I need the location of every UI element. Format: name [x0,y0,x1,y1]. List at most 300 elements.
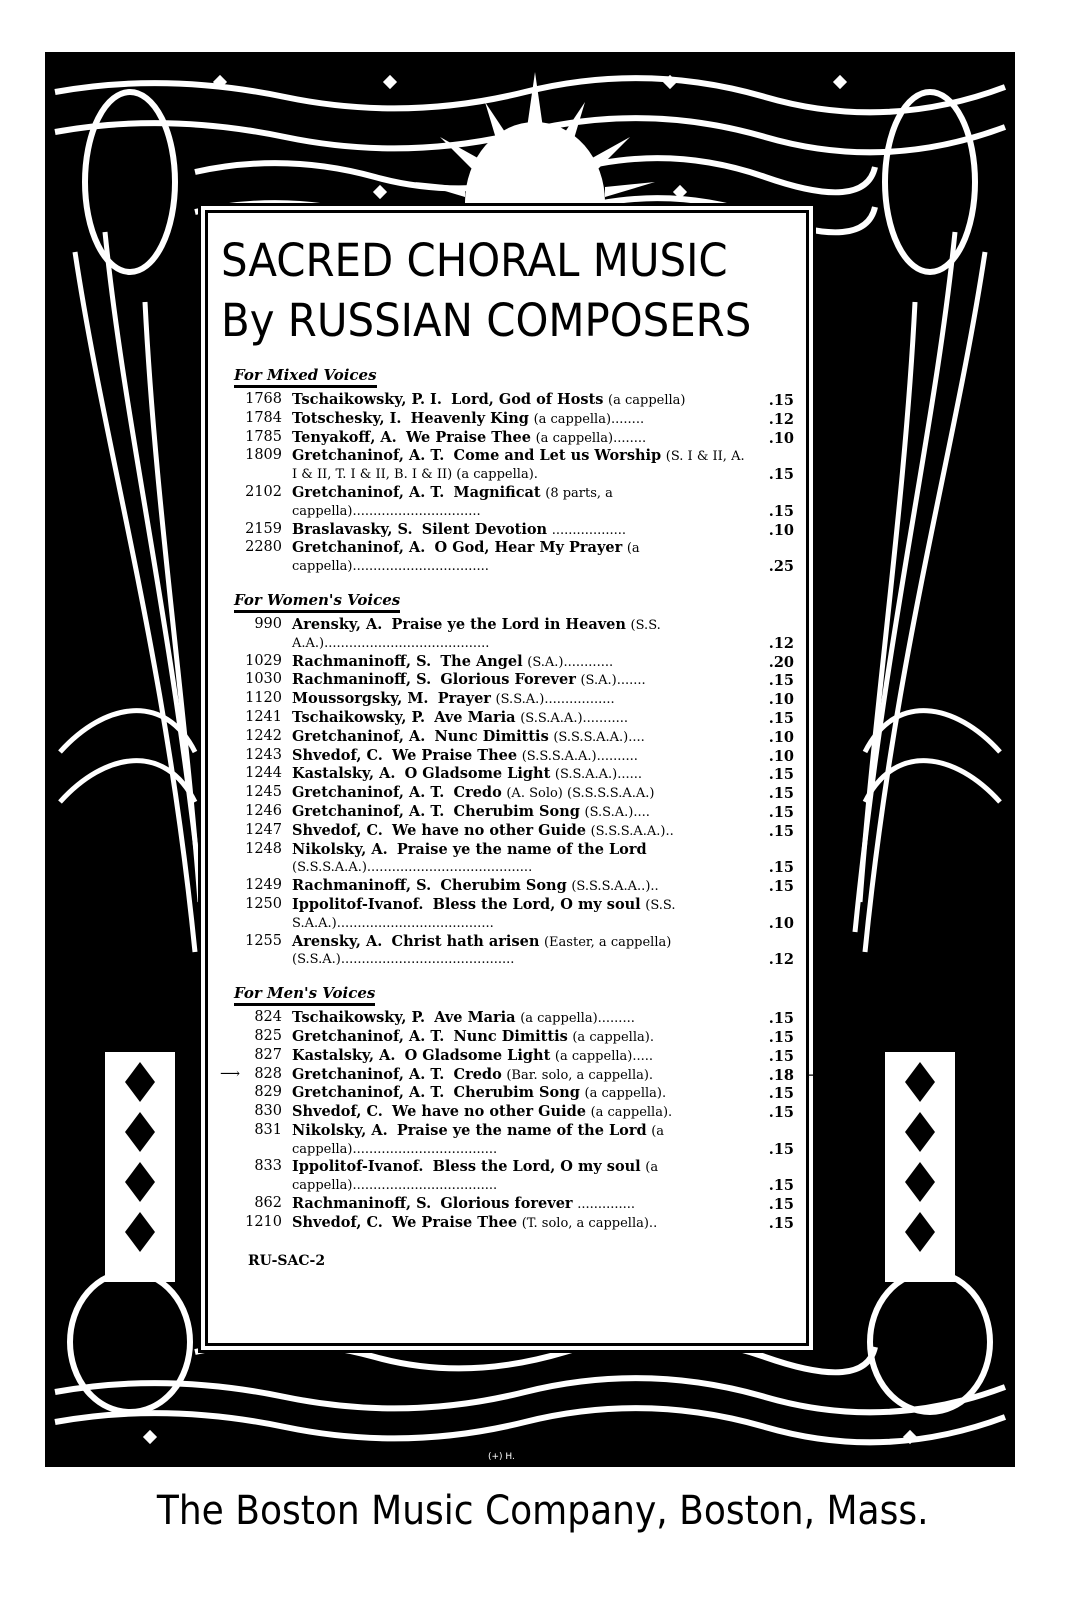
catalog-entry [234,1214,794,1233]
catalog-entry [234,653,794,672]
catalog-entry [234,933,794,970]
catalog-number-text: 830 [254,1103,282,1120]
composer-name: Arensky, A. [292,932,383,950]
price-text: .15 [768,1214,794,1232]
catalog-number-text: 1245 [245,784,282,801]
voicing-note: (S.S.A.A.)........... [520,710,628,726]
price-text: .10 [768,429,794,447]
composer-name: Gretchaninof, A. T. [292,802,445,820]
catalog-entry [234,822,794,841]
composer-name: Arensky, A. [292,615,383,633]
entry-description [292,822,750,841]
price [750,691,794,709]
voicing-note: (S.S.S.A.A.).. [590,823,674,839]
composer-name: Rachmaninoff, S. [292,652,432,670]
entry-description [292,690,750,709]
work-title: Christ hath arisen [391,932,540,950]
catalog-entry [234,747,794,766]
catalog-sections [208,365,816,1233]
composer-name: Rachmaninoff, S. [292,877,432,895]
price [750,1104,794,1122]
work-title: O God, Hear My Prayer [434,539,623,557]
catalog-number-text: 827 [254,1046,282,1063]
composer-name: Nikolsky, A. [292,840,388,858]
entry-description [292,521,750,540]
price [750,785,794,803]
artist-signature: (+) H. [488,1452,515,1462]
catalog-number [234,877,292,896]
price-text: .25 [768,558,794,576]
entry-description [292,896,750,933]
price [750,951,794,969]
work-title: We Praise Thee [392,1213,518,1231]
entry-description [292,784,750,803]
price-text: .10 [768,521,794,539]
catalog-entry [234,447,794,484]
catalog-number-text: 1120 [245,690,282,707]
work-title: Magnificat [453,483,541,501]
work-title: Nunc Dimittis [434,727,549,745]
catalog-entry [234,709,794,728]
price-text: .15 [768,1196,794,1214]
price [750,558,794,576]
price [750,503,794,521]
price [750,1177,794,1195]
voicing-note: (a cappella). [584,1086,667,1102]
work-title: Ave Maria [434,708,516,726]
voicing-note: (S.S.S.A.A.)........................................ [292,860,533,876]
entry-description [292,429,750,448]
catalog-entry [234,391,794,410]
publisher-name: The Boston Music Company, Boston, Mass. [157,1488,929,1534]
voicing-note: (S.S.A.A.)...... [554,767,643,783]
work-title: Bless the Lord, O my soul [432,895,641,913]
price [750,1085,794,1103]
work-title: Silent Devotion [421,520,548,538]
entry-description [292,653,750,672]
catalog-code: RU-SAC-2 [248,1252,326,1269]
price [750,1029,794,1047]
work-title: Come and Let us Worship [453,447,662,465]
composer-name: Gretchaninof, A. T. [292,1084,445,1102]
catalog-number [234,484,292,521]
price [750,729,794,747]
price-text: .12 [768,951,794,969]
voicing-note: (a cappella). [590,1105,673,1121]
composer-name: Kastalsky, A. [292,765,396,783]
page-title-line-1: SACRED CHORAL MUSIC [221,234,728,287]
price-text: .15 [768,392,794,409]
voicing-note: (S.A.)............ [527,654,614,670]
price [750,1048,794,1066]
composer-name: Gretchaninof, A. [292,727,426,745]
catalog-number-text: 1210 [245,1213,282,1230]
catalog-number [234,616,292,653]
composer-name: Braslavasky, S. [292,520,413,538]
catalog-entry [234,484,794,521]
voicing-note: (8 parts, a cappella)............................... [292,485,613,519]
catalog-entry [234,877,794,896]
voicing-note: (a cappella) [608,393,686,408]
voicing-note: .............. [577,1197,636,1213]
price [750,859,794,877]
price [750,766,794,784]
catalog-number [234,841,292,878]
work-title: Ave Maria [434,1009,516,1027]
price [750,748,794,766]
price [750,1215,794,1233]
entry-description [292,728,750,747]
entry-description [292,1047,750,1066]
price [750,823,794,841]
price [750,672,794,690]
section-2 [208,983,816,1233]
price-text: .15 [768,1047,794,1065]
catalog-number-text: 1244 [245,765,282,782]
work-title: Glorious forever [440,1195,573,1213]
catalog-number [234,671,292,690]
voicing-note: (S.S. S.A.A.)...................................... [292,897,676,931]
price [750,411,794,429]
work-title: We Praise Thee [405,428,531,446]
composer-name: Gretchaninof, A. T. [292,784,445,802]
composer-name: Ippolitof-Ivanof. [292,1158,424,1176]
catalog-number [234,728,292,747]
catalog-number-text: 990 [254,615,282,632]
catalog-number-text: 1243 [245,746,282,763]
price [750,1066,816,1085]
entry-description [292,391,750,410]
catalog-number [234,410,292,429]
catalog-number [234,822,292,841]
catalog-number [234,803,292,822]
composer-name: Gretchaninof, A. T. [292,483,445,501]
work-title: We have no other Guide [392,1103,586,1121]
entry-description [292,1195,750,1214]
voicing-note: (S.S.S.A.A..).. [571,879,659,895]
section-heading: For Mixed Voices [234,366,377,388]
catalog-entry [234,1009,794,1028]
catalog-entry [234,765,794,784]
price-text: .15 [768,709,794,727]
entry-description [292,671,750,690]
price [750,878,794,896]
price-text: .12 [768,634,794,652]
catalog-entry [234,616,794,653]
composer-name: Gretchaninof, A. T. [292,447,445,465]
entry-description [292,933,750,970]
entry-description [292,484,750,521]
composer-name: Ippolitof-Ivanof. [292,895,424,913]
voicing-note: (S.S.A.).... [584,804,650,820]
catalog-number-text: 2102 [245,483,282,500]
catalog-entry [234,671,794,690]
composer-name: Gretchaninof, A. T. [292,1065,445,1083]
work-title: Credo [453,784,502,802]
catalog-number-text: 2280 [245,539,282,556]
catalog-number-text: 1768 [245,391,282,407]
composer-name: Nikolsky, A. [292,1121,388,1139]
price-text: .15 [768,672,794,690]
composer-name: Shvedof, C. [292,821,383,839]
price [750,710,794,728]
work-title: We have no other Guide [392,821,586,839]
work-title: We Praise Thee [392,746,518,764]
catalog-entry [234,728,794,747]
catalog-number [234,747,292,766]
price-text: .15 [768,1104,794,1122]
catalog-number-text: 1248 [245,840,282,857]
composer-name: Tenyakoff, A. [292,428,397,446]
price [750,1010,794,1028]
catalog-number [234,765,292,784]
voicing-note: (Easter, a cappella) (S.S.A.).......................................... [292,934,672,968]
price-text: .15 [768,1010,794,1028]
work-title: Bless the Lord, O my soul [432,1158,641,1176]
voicing-note: (a cappella)................................. [292,541,640,575]
entry-description [292,709,750,728]
section-0 [208,365,806,576]
catalog-number [234,1028,292,1047]
price-text: .10 [768,728,794,746]
work-title: Glorious Forever [440,671,576,689]
catalog-number [234,709,292,728]
catalog-number [234,1103,292,1122]
entry-description [292,765,750,784]
work-title: O Gladsome Light [404,1046,551,1064]
catalog-entry [234,1103,794,1122]
entry-description [292,539,750,576]
catalog-number [234,429,292,448]
composer-name: Rachmaninoff, S. [292,1195,432,1213]
voicing-note: (S. I & II, A. I & II, T. I & II, B. I & II) (a cappella). [292,449,745,483]
voicing-note: (a cappella). [572,1029,654,1045]
work-title: Praise ye the name of the Lord [396,840,647,858]
composer-name: Shvedof, C. [292,1103,383,1121]
catalog-number-text: 833 [254,1158,282,1175]
catalog-number-text: 2159 [245,520,282,537]
catalog-entry [234,1028,794,1047]
voicing-note: (a cappella)................................... [292,1160,659,1194]
composer-name: Totschesky, I. [292,409,402,427]
catalog-number [234,1084,292,1103]
composer-name: Rachmaninoff, S. [292,671,432,689]
catalog-number-text: 1785 [245,428,282,445]
entry-description [292,1066,750,1085]
catalog-number [234,447,292,484]
price-text: .15 [768,1085,794,1103]
work-title: Lord, God of Hosts [451,391,604,408]
catalog-number-text: 1255 [245,932,282,949]
price [750,635,794,653]
voicing-note: .................. [551,522,627,538]
catalog-number [234,1158,292,1195]
catalog-number-text: 824 [254,1009,282,1026]
price-text: .15 [768,1028,794,1046]
work-title: Nunc Dimittis [453,1027,568,1045]
composer-name: Kastalsky, A. [292,1046,396,1064]
catalog-entry [234,539,794,576]
catalog-number-text: 1784 [245,409,282,426]
catalog-entry [234,803,794,822]
price [750,654,794,672]
catalog-number [234,784,292,803]
voicing-note: (S.S.S.A.A.).... [553,729,645,745]
catalog-number [234,1047,292,1066]
price-text: .15 [768,766,794,784]
entry-description [292,803,750,822]
catalog-number-text: 1249 [245,877,282,894]
entry-description [292,616,750,653]
price-text: .15 [768,878,794,896]
catalog-panel [205,210,816,1346]
catalog-number-text: 1030 [245,671,282,688]
entry-description [292,410,750,429]
price-text: .10 [768,914,794,932]
price [750,1141,794,1159]
catalog-number [234,690,292,709]
entry-description [292,1009,750,1028]
voicing-note: (a cappella)........ [533,411,645,427]
price-text: .15 [768,1140,794,1158]
entry-description [292,1122,750,1159]
catalog-number-text: 1250 [245,895,282,912]
voicing-note: (A. Solo) (S.S.S.S.A.A.) [506,786,655,802]
voicing-note: (a cappella)................................... [292,1123,665,1157]
composer-name: Gretchaninof, A. [292,539,426,557]
sun-ornament [415,72,655,212]
catalog-number-text: 829 [254,1084,282,1101]
catalog-entry [234,690,794,709]
catalog-number-text: 825 [254,1027,282,1044]
catalog-number-text: 1247 [245,821,282,838]
voicing-note: (S.S.A.)................. [495,692,615,708]
catalog-number-text: 862 [254,1195,282,1212]
work-title: O Gladsome Light [404,765,551,783]
catalog-number [234,653,292,672]
composer-name: Gretchaninof, A. T. [292,1027,445,1045]
price [750,392,794,410]
catalog-number [234,896,292,933]
catalog-entry [234,841,794,878]
entry-description [292,841,750,878]
price [750,466,794,484]
catalog-number [234,539,292,576]
catalog-number-text: 1809 [245,447,282,464]
page-title-line-2: By RUSSIAN COMPOSERS [221,294,752,347]
catalog-number-text: 1241 [245,708,282,725]
arrow-left-icon: ← [805,1067,816,1082]
catalog-number-text: 1029 [245,652,282,669]
composer-name: Moussorgsky, M. [292,690,429,708]
catalog-number [234,933,292,970]
entry-description [292,1028,750,1047]
work-title: Cherubim Song [453,802,580,820]
catalog-number [234,391,292,410]
section-heading: For Women's Voices [234,591,400,613]
voicing-note: (a cappella)........ [535,430,647,446]
price-text: .20 [768,653,794,671]
entry-description [292,1158,750,1195]
entry-description [292,747,750,766]
catalog-entry [234,784,794,803]
catalog-number [234,521,292,540]
voicing-note: (S.S. A.A.)........................................ [292,617,661,651]
entry-description [292,877,750,896]
work-title: Credo [453,1065,502,1083]
composer-name: Tschaikowsky, P. [292,1009,425,1027]
price-text: .15 [768,1177,794,1195]
catalog-entry [234,429,794,448]
price [750,522,794,540]
catalog-entry [234,1084,794,1103]
composer-name: Tschaikowsky, P. [292,708,425,726]
voicing-note: (S.A.)....... [580,673,646,689]
catalog-entry [220,1065,816,1085]
catalog-number-text: 1242 [245,727,282,744]
price-text: .15 [768,466,794,484]
work-title: Prayer [437,690,491,708]
price [750,915,794,933]
section-1 [208,590,806,969]
work-title: Praise ye the name of the Lord [396,1121,647,1139]
catalog-number-text: 831 [254,1121,282,1138]
price [750,1196,794,1214]
work-title: Cherubim Song [453,1084,580,1102]
catalog-number [220,1065,292,1085]
catalog-entry [234,896,794,933]
section-heading: For Men's Voices [234,984,375,1006]
price-text: .15 [768,822,794,840]
composer-name: Shvedof, C. [292,746,383,764]
catalog-entry [234,410,794,429]
catalog-entry [234,521,794,540]
composer-name: Tschaikowsky, P. I. [292,391,442,408]
price-text: .15 [768,859,794,877]
catalog-number [234,1195,292,1214]
price-text: .18 [768,1066,794,1084]
entry-description [292,1103,750,1122]
catalog-number [234,1214,292,1233]
work-title: Cherubim Song [440,877,567,895]
entry-description [292,447,750,484]
voicing-note: (a cappella)......... [520,1011,635,1027]
price-text: .15 [768,803,794,821]
catalog-number-text: 1246 [245,802,282,819]
price-text: .12 [768,410,794,428]
composer-name: Shvedof, C. [292,1213,383,1231]
catalog-number [234,1009,292,1028]
price-text: .10 [768,747,794,765]
price [750,804,794,822]
price-text: .10 [768,691,794,709]
publisher-footer [0,1488,1086,1534]
price [750,430,794,448]
work-title: Praise ye the Lord in Heaven [391,615,626,633]
catalog-entry [234,1122,794,1159]
voicing-note: (T. solo, a cappella).. [521,1215,658,1231]
work-title: The Angel [440,652,523,670]
work-title: Heavenly King [410,409,529,427]
voicing-note: (a cappella)..... [554,1048,653,1064]
price-text: .15 [768,785,794,803]
entry-description [292,1084,750,1103]
price-text: .15 [768,502,794,520]
catalog-number-text: 828 [254,1065,282,1082]
catalog-entry [234,1195,794,1214]
voicing-note: (S.S.S.A.A.).......... [521,748,638,764]
catalog-entry [234,1158,794,1195]
